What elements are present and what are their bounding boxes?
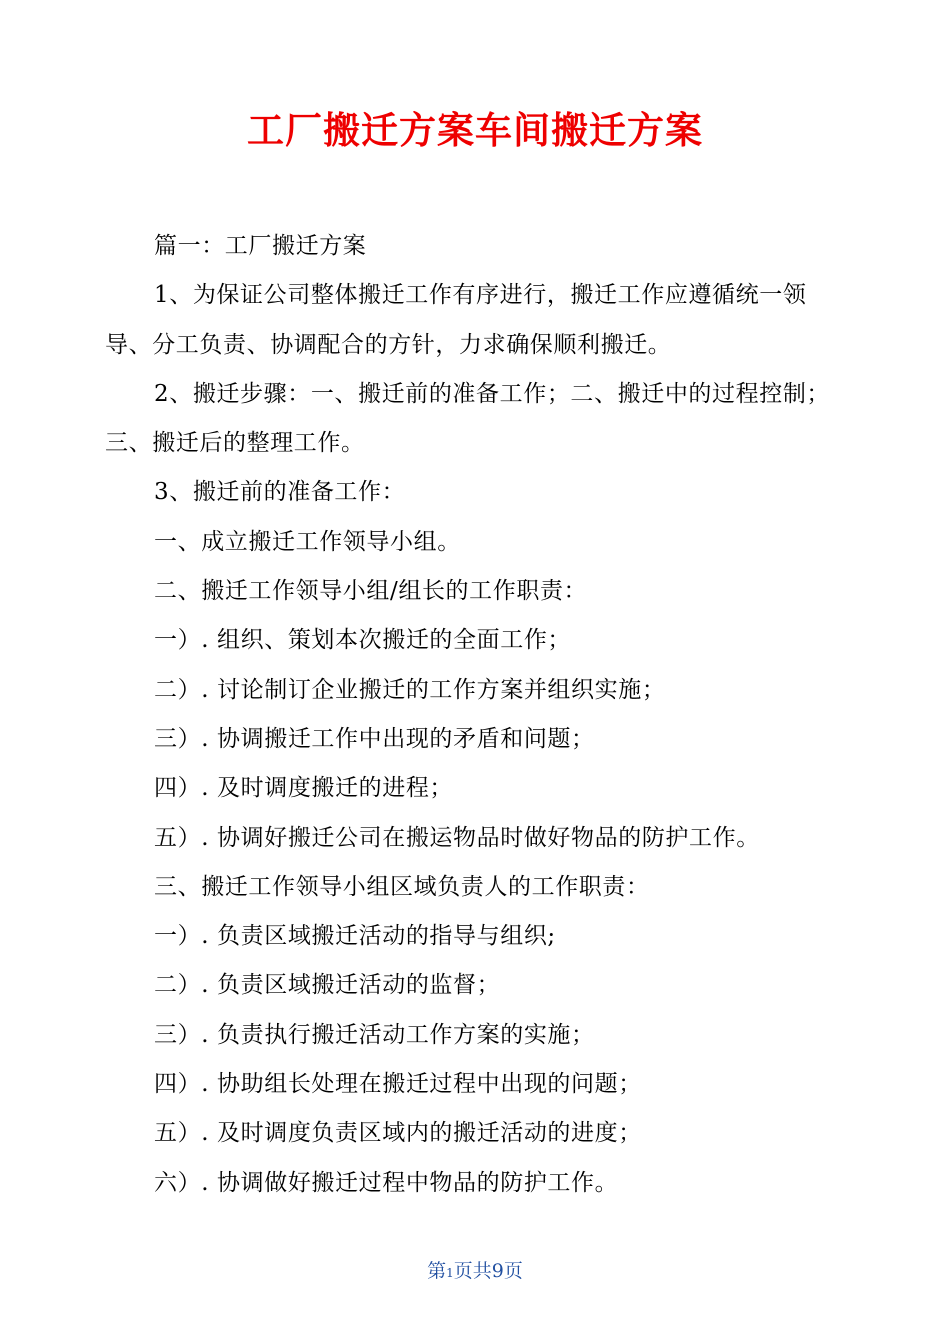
paragraph: 三）. 负责执行搬迁活动工作方案的实施； [154,1021,595,1048]
paragraph: 2、搬迁步骤：一、搬迁前的准备工作；二、搬迁中的过程控制；三、搬迁后的整理工作。 [105,380,831,457]
paragraph: 五）. 及时调度负责区域内的搬迁活动的进度； [154,1120,642,1147]
document-title: 工厂搬迁方案车间搬迁方案 [247,109,703,152]
paragraph: 3、搬迁前的准备工作： [154,479,406,506]
footer-page-number: 1 [446,1266,454,1280]
paragraph: 二、搬迁工作领导小组/组长的工作职责： [154,578,588,605]
paragraph: 篇一：工厂搬迁方案 [154,233,367,259]
paragraph: 一）. 负责区域搬迁活动的指导与组织; [154,923,556,950]
document-body [105,222,850,1208]
paragraph: 五）. 协调好搬迁公司在搬运物品时做好物品的防护工作。 [154,824,760,851]
paragraph: 四）. 及时调度搬迁的进程； [154,775,454,802]
paragraph: 四）. 协助组长处理在搬迁过程中出现的问题； [154,1071,642,1098]
page-footer [0,1256,950,1288]
paragraph: 二）. 讨论制订企业搬迁的工作方案并组织实施； [154,676,666,703]
paragraph: 1、为保证公司整体搬迁工作有序进行，搬迁工作应遵循统一领导、分工负责、协调配合的方针，力求确保顺利搬迁。 [105,282,807,358]
footer-prefix: 第 [427,1260,447,1282]
footer-suffix: 页共9页 [453,1260,523,1282]
paragraph: 一）. 组织、策划本次搬迁的全面工作； [154,627,572,654]
paragraph: 二）. 负责区域搬迁活动的监督； [154,972,501,999]
paragraph: 三、搬迁工作领导小组区域负责人的工作职责： [154,873,650,900]
paragraph: 六）. 协调做好搬迁过程中物品的防护工作。 [154,1169,619,1196]
paragraph: 一、成立搬迁工作领导小组。 [154,528,461,555]
paragraph: 三）. 协调搬迁工作中出现的矛盾和问题； [154,725,595,752]
